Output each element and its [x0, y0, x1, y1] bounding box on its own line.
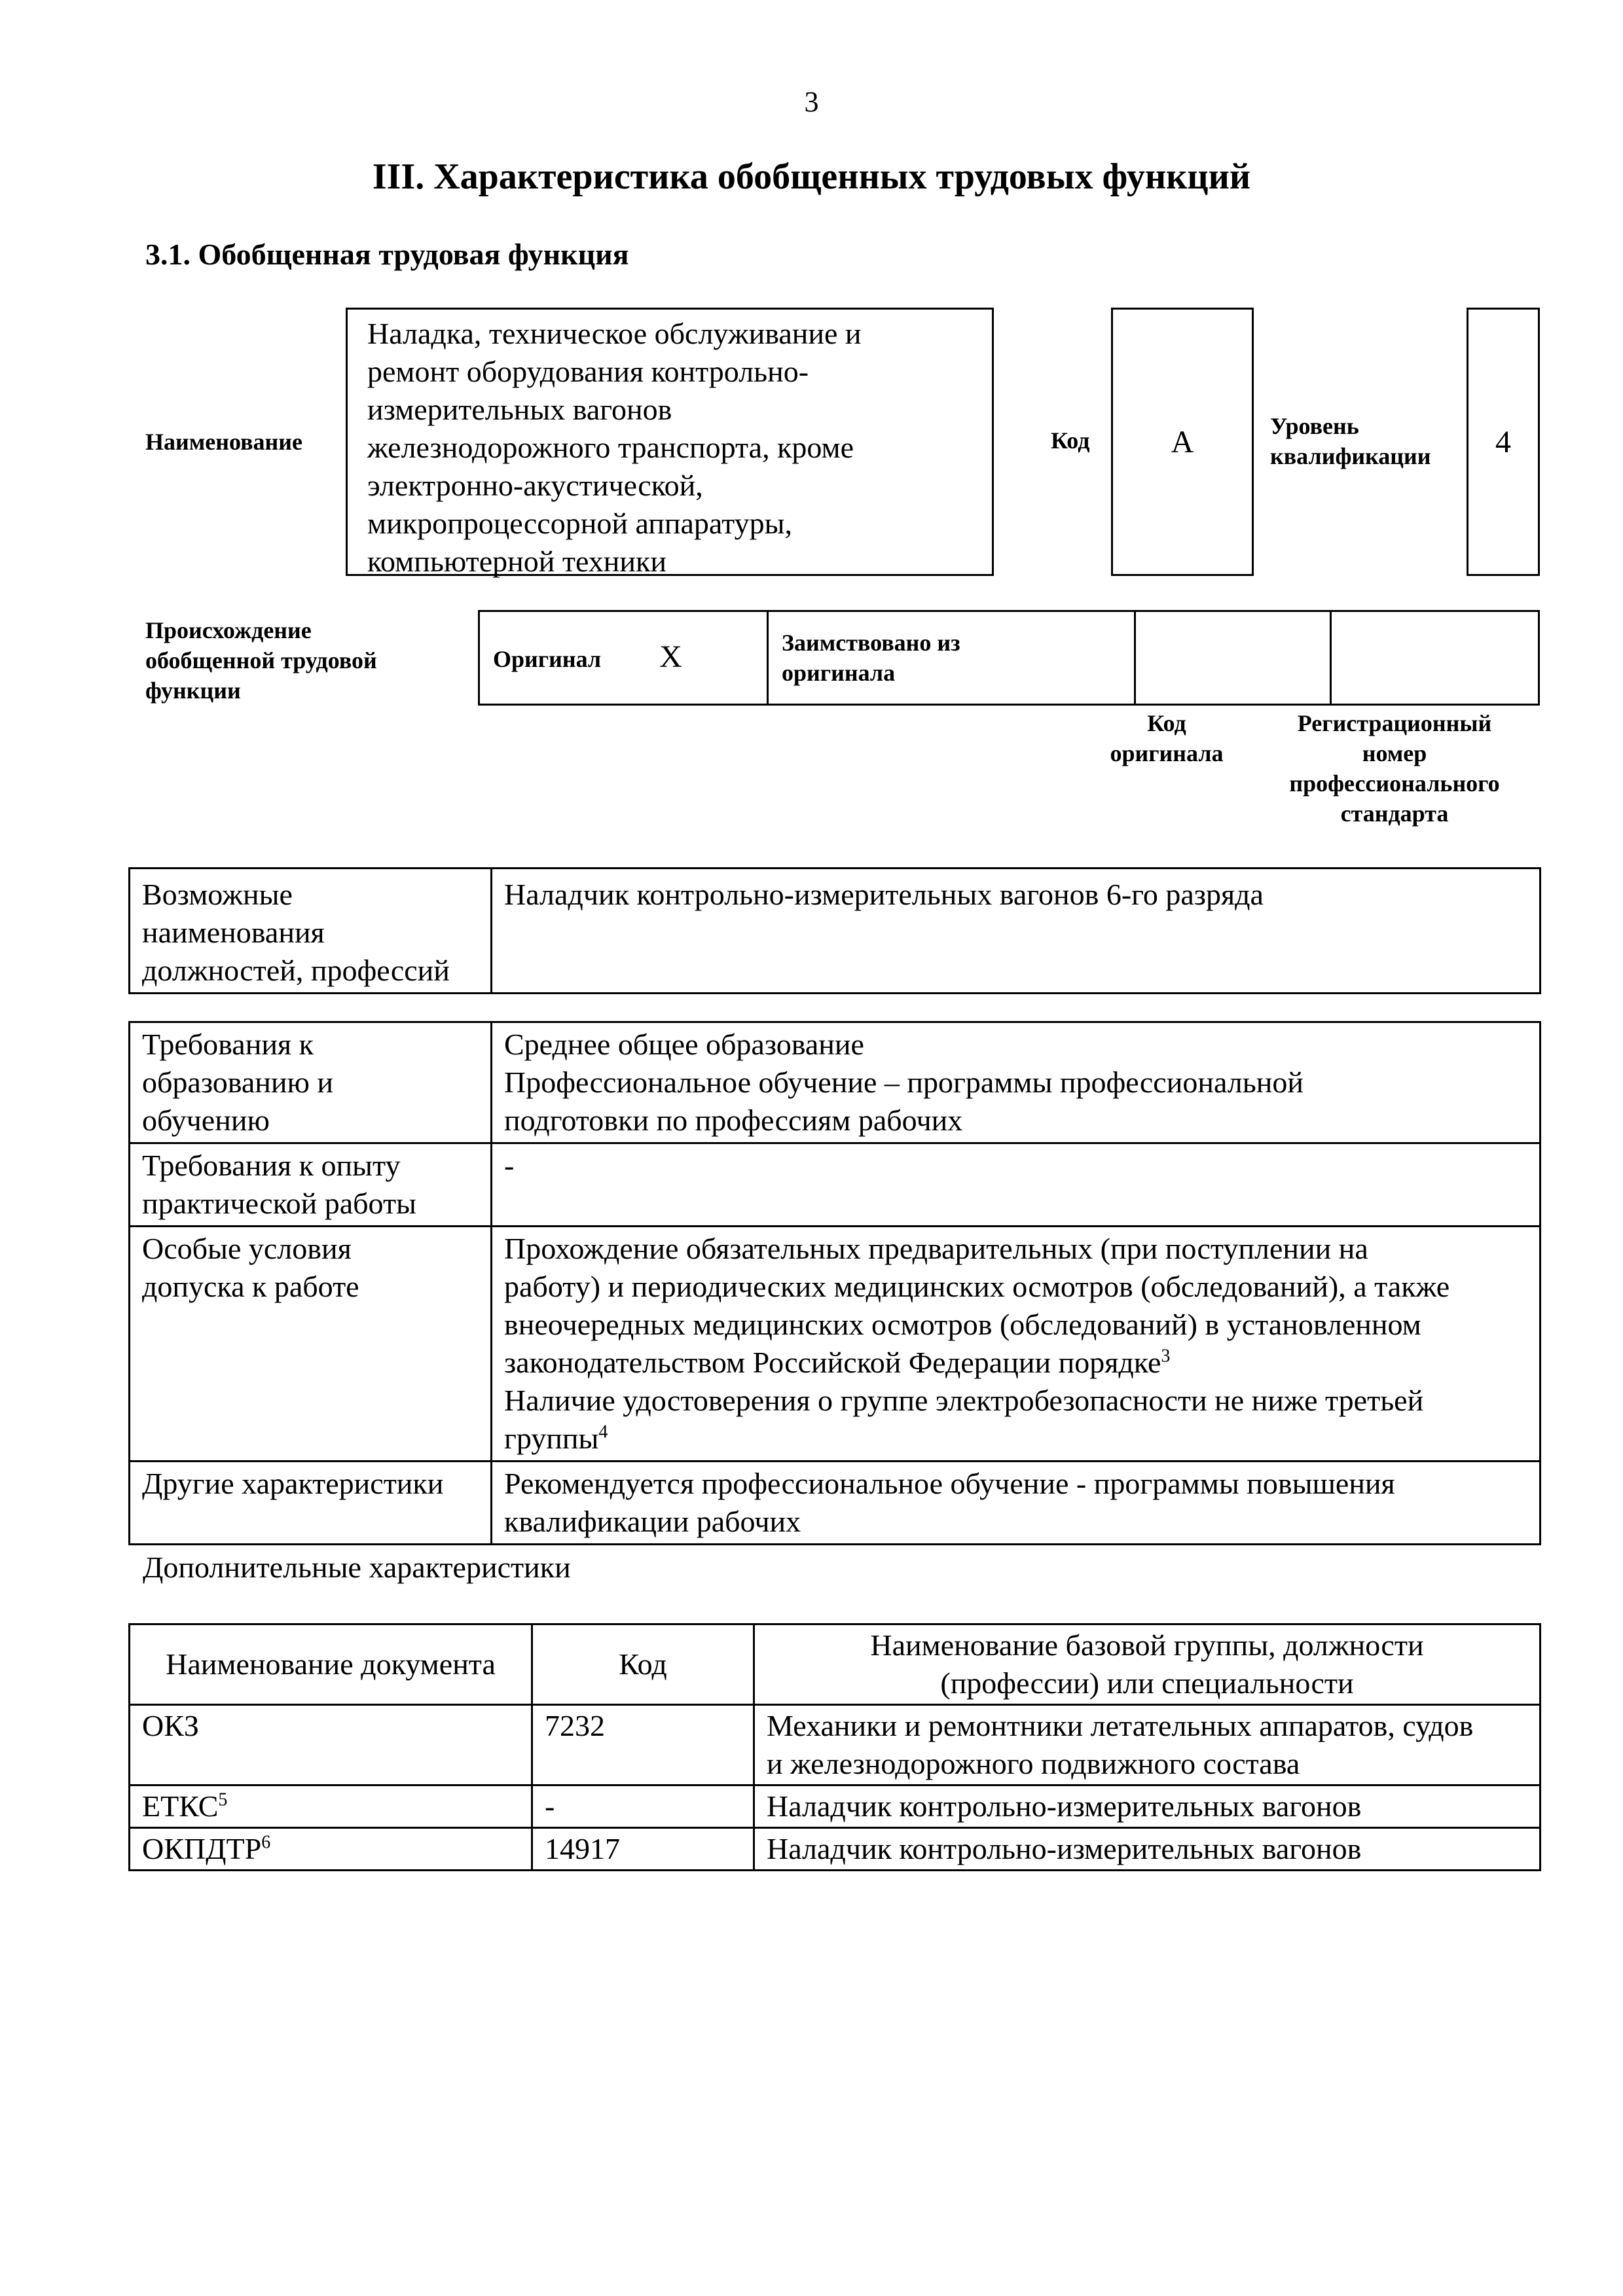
table-row	[130, 1022, 1541, 1143]
requirement-label-line: Особые условия	[142, 1232, 352, 1265]
footnote-ref: 5	[218, 1789, 228, 1810]
requirement-label-line: Требования к	[142, 1028, 314, 1061]
function-name-line: железнодорожного транспорта, кроме	[367, 431, 854, 464]
origin-label-line: функции	[145, 677, 241, 704]
original-code-cell	[1135, 611, 1331, 705]
header-name-line: (профессии) или специальности	[940, 1666, 1354, 1700]
requirement-label-line: Требования к опыту	[142, 1149, 401, 1182]
requirement-text: законодательством Российской Федерации порядке	[504, 1346, 1161, 1379]
function-name-line: измерительных вагонов	[367, 393, 672, 426]
table-row	[130, 1828, 1541, 1871]
header-doc: Наименование документа	[130, 1624, 532, 1705]
requirement-text: группы	[504, 1422, 599, 1455]
reg-caption-line: профессионального	[1289, 770, 1500, 797]
requirements-table	[128, 1021, 1541, 1545]
requirement-label-line: образованию и	[142, 1066, 333, 1099]
requirement-value-line: подготовки по профессиям рабочих	[504, 1103, 963, 1137]
positions-table	[128, 867, 1541, 994]
row-doc	[130, 1785, 532, 1828]
borrowed-label-line: оригинала	[782, 660, 896, 686]
footnote-ref: 3	[1161, 1346, 1171, 1367]
code-value: А	[1111, 308, 1254, 576]
row-doc	[130, 1705, 532, 1785]
row-doc-text: ОКЗ	[142, 1709, 199, 1742]
function-name-line: Наладка, техническое обслуживание и	[367, 317, 862, 350]
table-header-row	[130, 1624, 1541, 1705]
origin-table	[478, 610, 1540, 706]
origin-label-line: обобщенной трудовой	[145, 647, 377, 673]
row-name: Наладчик контрольно-измерительных вагонов	[754, 1785, 1541, 1828]
requirement-label	[130, 1022, 492, 1143]
page-number: 3	[804, 86, 819, 118]
header-name-line: Наименование базовой группы, должности	[870, 1628, 1424, 1662]
positions-label-line: Возможные	[142, 878, 293, 911]
origin-label-line: Происхождение	[145, 617, 312, 643]
name-label: Наименование	[145, 429, 302, 455]
function-name-line: ремонт оборудования контрольно-	[367, 355, 809, 388]
requirement-label-line: обучению	[142, 1103, 270, 1137]
function-name-line: микропроцессорной аппаратуры,	[367, 507, 793, 540]
row-code: -	[532, 1785, 754, 1828]
requirement-label-line: допуска к работе	[142, 1270, 359, 1303]
requirement-value-line	[504, 1420, 1527, 1458]
reg-number-cell	[1331, 611, 1539, 705]
requirement-value-line: Среднее общее образование	[504, 1028, 864, 1061]
requirement-value-line: внеочередных медицинских осмотров (обследований) в установленном	[504, 1308, 1421, 1341]
footnote-ref: 4	[598, 1422, 608, 1443]
subsection-title: 3.1. Обобщенная трудовая функция	[145, 238, 629, 271]
row-doc	[130, 1828, 532, 1871]
section-title: III. Характеристика обобщенных трудовых функций	[372, 156, 1251, 197]
requirement-value-line: Рекомендуется профессиональное обучение - программы повышения	[504, 1467, 1395, 1500]
row-doc-text: ОКПДТР	[142, 1832, 262, 1865]
positions-value: Наладчик контрольно-измерительных вагонов 6-го разряда	[492, 869, 1541, 994]
requirement-value	[492, 1227, 1541, 1462]
header-name	[754, 1624, 1541, 1705]
function-name-line: компьютерной техники	[367, 545, 666, 578]
requirement-value-line: Профессиональное обучение – программы профессиональной	[504, 1066, 1304, 1099]
row-name-line: Механики и ремонтники летательных аппаратов, судов	[767, 1709, 1474, 1742]
reg-caption-line: Регистрационный	[1297, 710, 1492, 736]
row-code: 14917	[532, 1828, 754, 1871]
requirement-label-line: практической работы	[142, 1187, 416, 1220]
table-row	[130, 1462, 1541, 1545]
row-doc-text: ЕТКС	[142, 1789, 219, 1823]
requirement-value-line: -	[504, 1149, 515, 1182]
code-caption-line: Код	[1147, 710, 1186, 736]
level-value: 4	[1467, 308, 1540, 576]
requirement-value	[492, 1143, 1541, 1227]
original-label: Оригинал	[493, 645, 602, 672]
requirement-label	[130, 1143, 492, 1227]
positions-label	[130, 869, 492, 994]
row-name-line: и железнодорожного подвижного состава	[767, 1747, 1300, 1780]
requirement-value-line: работу) и периодических медицинских осмотров (обследований), а также	[504, 1270, 1450, 1303]
requirement-label	[130, 1227, 492, 1462]
reg-caption	[1250, 708, 1539, 829]
function-name-box	[346, 308, 994, 576]
table-row	[130, 1227, 1541, 1462]
original-cell	[479, 611, 768, 705]
borrowed-cell	[768, 611, 1135, 705]
reg-caption-line: стандарта	[1340, 800, 1449, 827]
level-label-line: квалификации	[1270, 443, 1431, 469]
function-name-line: электронно-акустической,	[367, 469, 703, 502]
row-name: Наладчик контрольно-измерительных вагонов	[754, 1828, 1541, 1871]
positions-label-line: должностей, профессий	[142, 954, 450, 987]
requirement-label-line: Другие характеристики	[142, 1467, 444, 1500]
code-caption-line: оригинала	[1110, 740, 1224, 766]
code-caption	[1080, 708, 1253, 768]
level-label-line: Уровень	[1270, 413, 1359, 439]
footnote-ref: 6	[261, 1832, 271, 1853]
requirement-value-line: Наличие удостоверения о группе электробезопасности не ниже третьей	[504, 1384, 1424, 1417]
table-row	[130, 1143, 1541, 1227]
positions-label-line: наименования	[142, 916, 325, 949]
origin-label	[145, 615, 377, 706]
extra-table	[128, 1623, 1541, 1871]
requirement-label	[130, 1462, 492, 1545]
extra-title: Дополнительные характеристики	[143, 1551, 571, 1584]
header-code: Код	[532, 1624, 754, 1705]
level-label	[1270, 411, 1431, 471]
borrowed-label-line: Заимствовано из	[782, 630, 960, 656]
code-label: Код	[1051, 427, 1090, 454]
original-mark: X	[659, 639, 682, 674]
row-code: 7232	[532, 1705, 754, 1785]
table-row	[130, 1705, 1541, 1785]
reg-caption-line: номер	[1362, 740, 1427, 766]
row-name	[754, 1705, 1541, 1785]
requirement-value	[492, 1462, 1541, 1545]
requirement-value	[492, 1022, 1541, 1143]
table-row	[130, 1785, 1541, 1828]
requirement-value-line	[504, 1344, 1527, 1382]
requirement-value-line: Прохождение обязательных предварительных (при поступлении на	[504, 1232, 1368, 1265]
requirement-value-line: квалификации рабочих	[504, 1505, 801, 1538]
